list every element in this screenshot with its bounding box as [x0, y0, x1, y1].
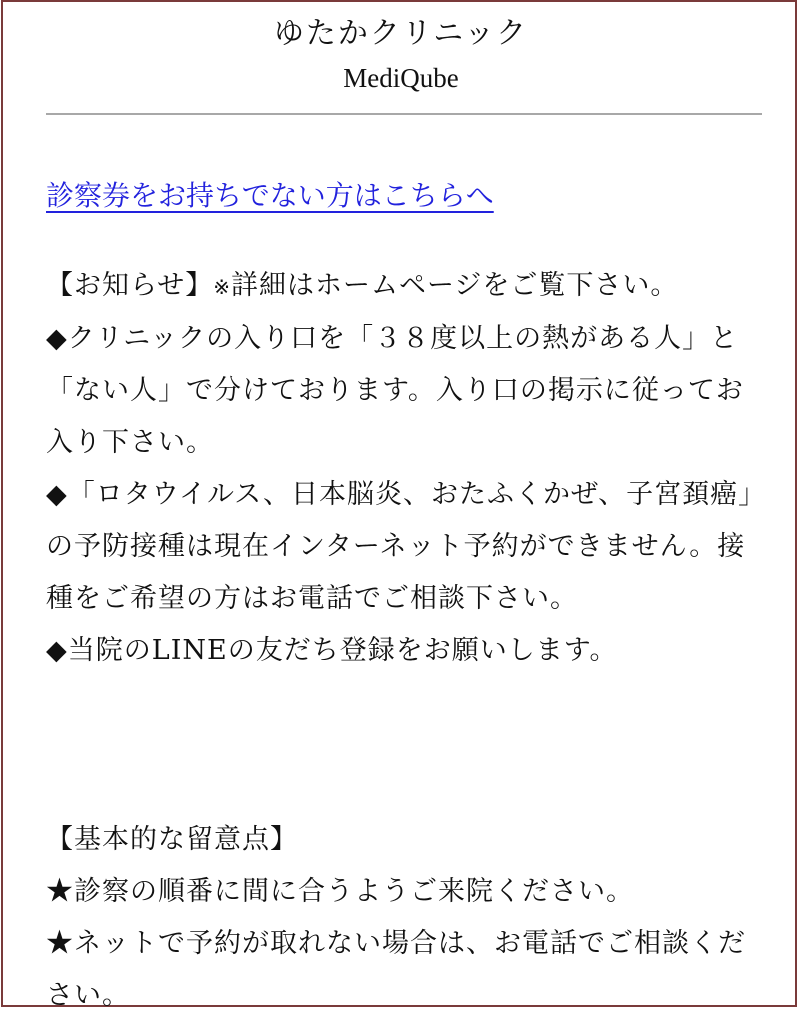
- notice-heading: [46, 260, 762, 313]
- notice-heading-title: 【お知らせ】: [46, 270, 214, 301]
- notice-heading-text: 詳細はホームページをご覧下さい。: [230, 270, 679, 301]
- notice-section: [46, 260, 762, 677]
- header-divider: [46, 113, 762, 115]
- notice-item-line: ◆当院のLINEの友だち登録をお願いします。: [46, 635, 618, 666]
- basic-points-heading: 【基本的な留意点】: [46, 824, 298, 855]
- main-content: [46, 172, 762, 1011]
- basic-point-arrival: ★診察の順番に間に合うようご来院ください。: [46, 876, 634, 907]
- system-name: MediQube: [343, 63, 459, 93]
- basic-point-phone: ★ネットで予約が取れない場合は、お電話でご相談ください。: [46, 928, 746, 1011]
- page-frame: [1, 0, 797, 1011]
- clinic-name: ゆたかクリニック: [273, 16, 529, 51]
- basic-points-section: [46, 814, 762, 1022]
- notice-item-vaccination: ◆「ロタウイルス、日本脳炎、おたふくかぜ、子宮頚癌」の予防接種は現在インターネット予約ができません。接種をご希望の方はお電話でご相談下さい。: [46, 479, 753, 614]
- notice-item-entrance: ◆クリニックの入り口を「３８度以上の熱がある人」と「ない人」で分けております。入り口の掲示に従ってお入り下さい。: [46, 323, 744, 458]
- notice-heading-note-mark: ※: [213, 275, 231, 299]
- no-card-link[interactable]: 診察券をお持ちでない方はこちらへ: [46, 179, 494, 212]
